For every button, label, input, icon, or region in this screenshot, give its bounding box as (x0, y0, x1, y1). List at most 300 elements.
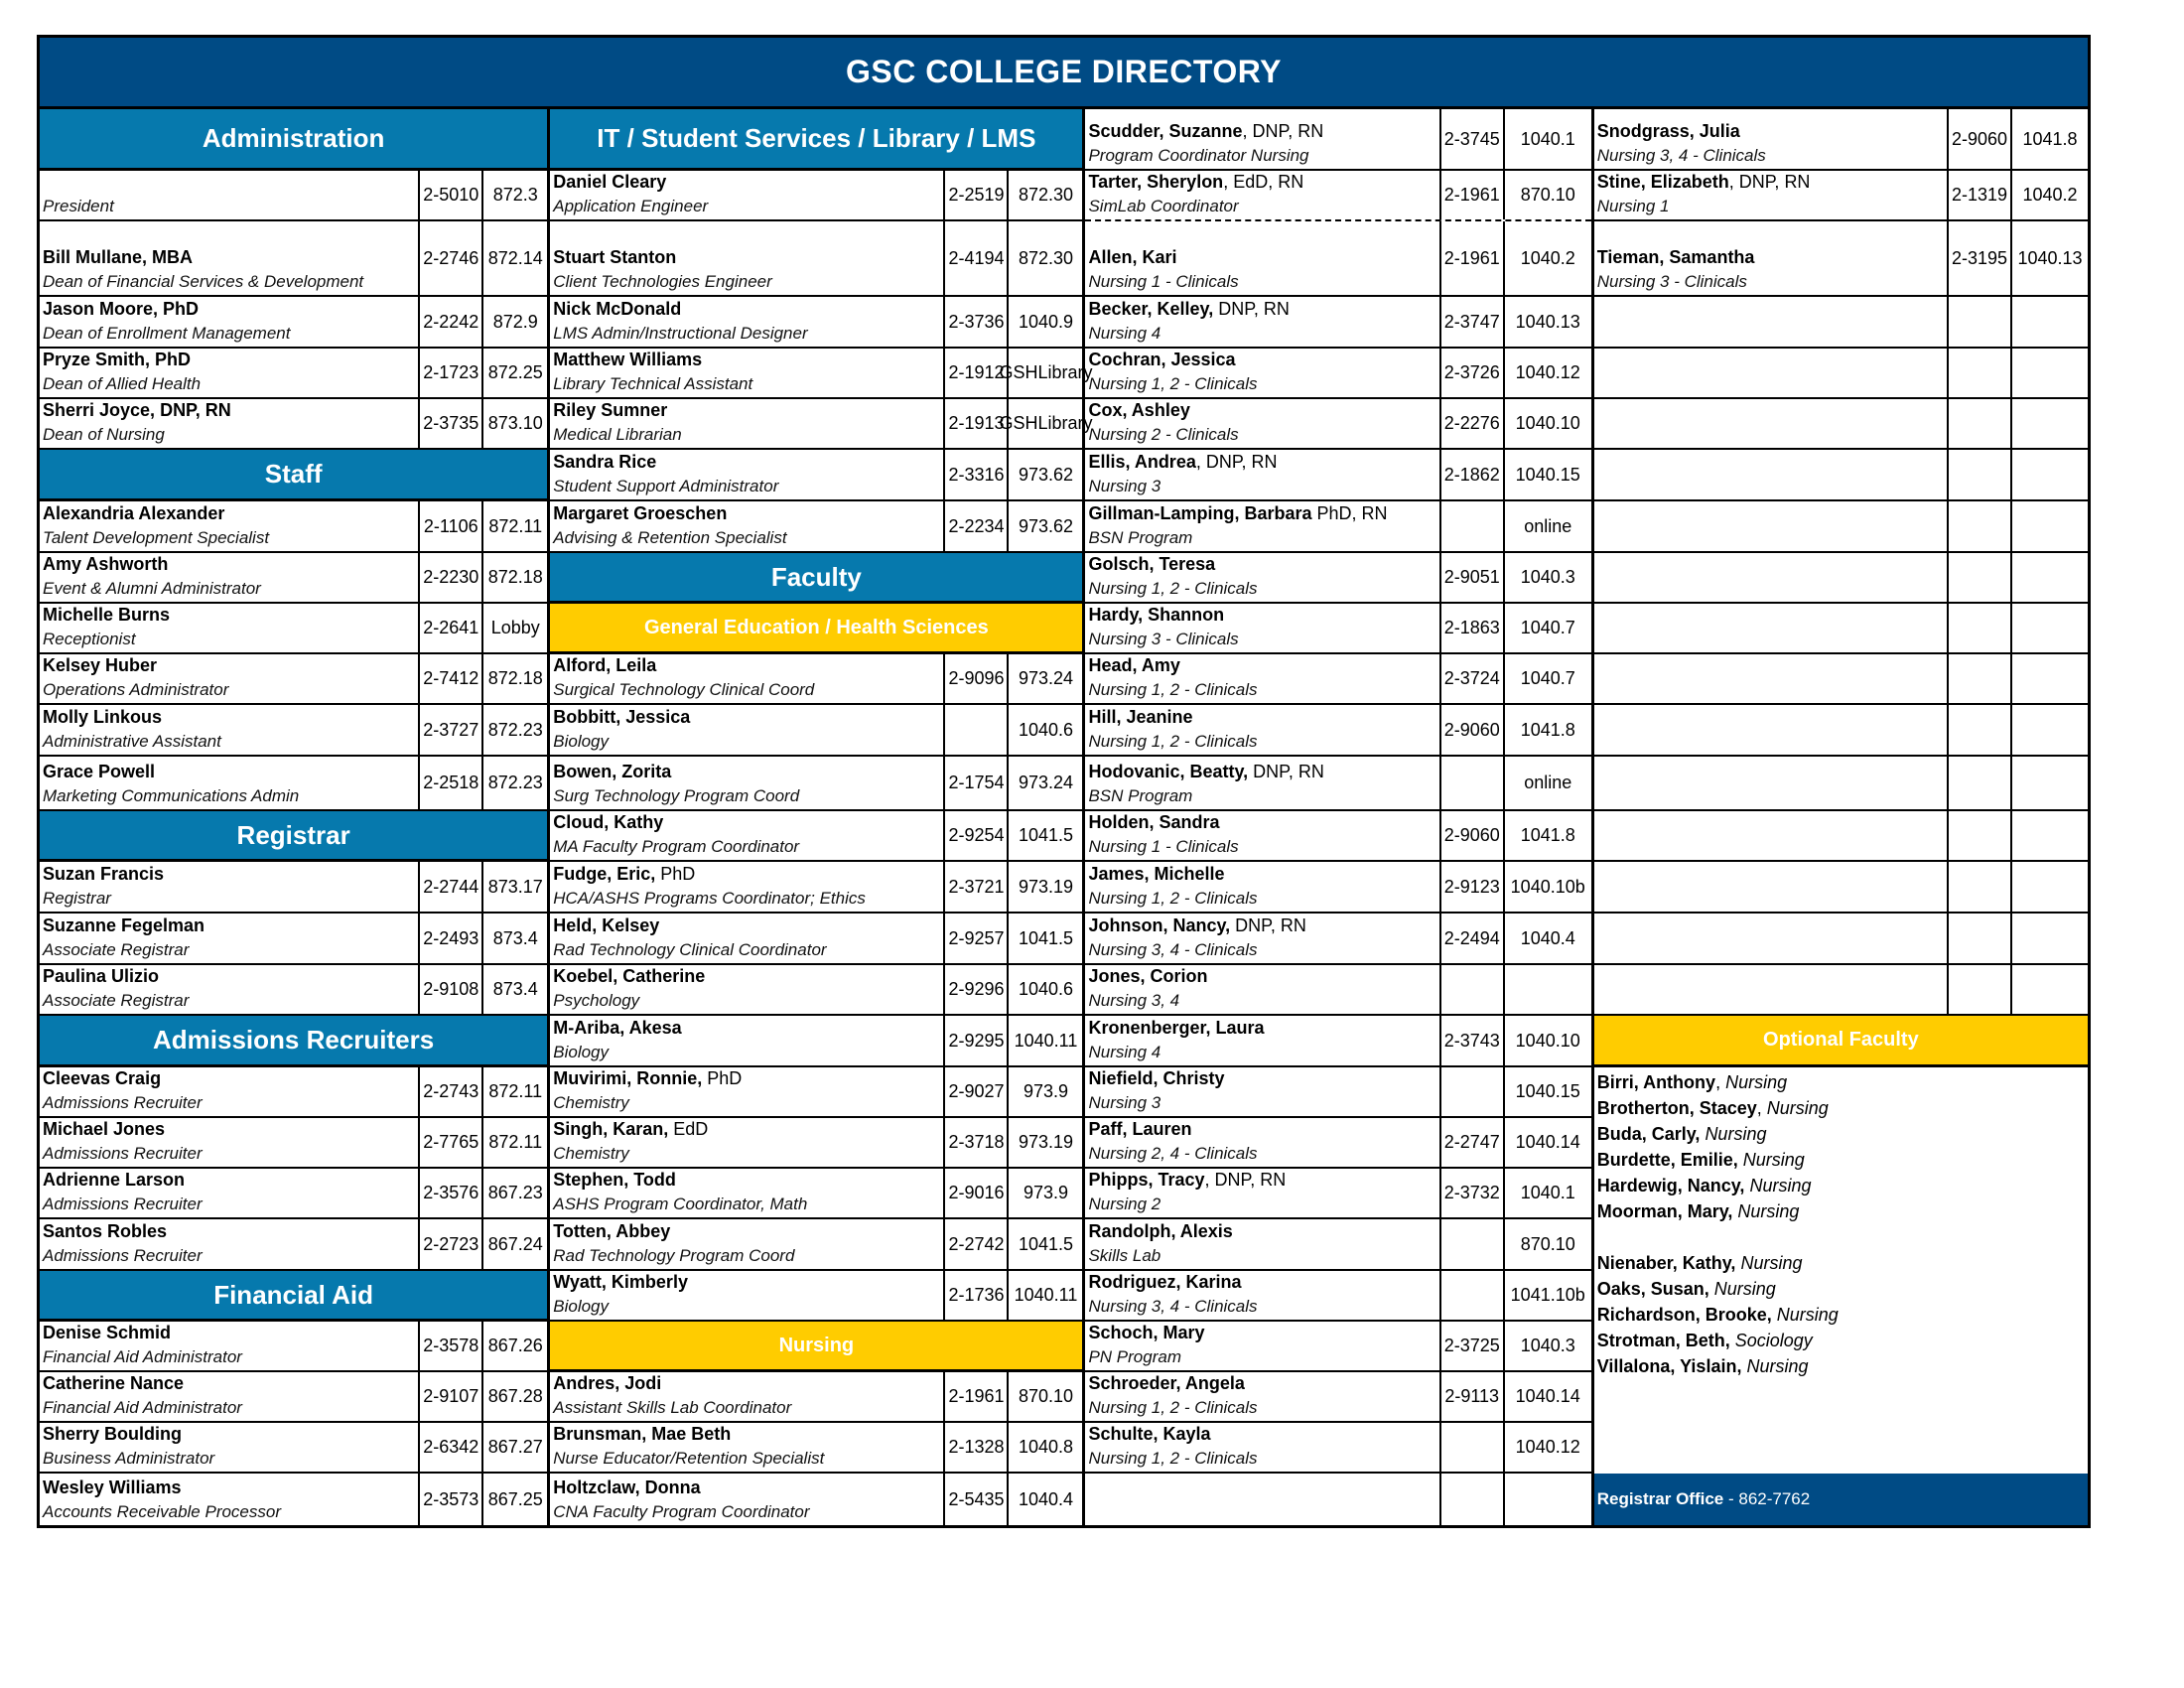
person-name: Alexandria Alexander (43, 503, 225, 523)
phone-extension (1439, 1474, 1503, 1525)
phone-extension: 2-2493 (418, 914, 481, 963)
person-name: Sherri Joyce, DNP, RN (43, 400, 231, 420)
optional-faculty-item (1597, 1095, 2085, 1121)
person-role: Nursing 3 (1088, 477, 1161, 495)
phone-extension (943, 705, 1007, 755)
directory-row (40, 1372, 547, 1423)
person-name-line (1088, 297, 1435, 322)
person-cell (550, 1169, 943, 1217)
person-cell (1085, 1219, 1438, 1269)
person-cell (40, 171, 418, 219)
phone-extension (1947, 862, 2010, 912)
person-name-line (1088, 811, 1435, 835)
directory-row (1085, 914, 1590, 965)
person-name-line (553, 171, 940, 195)
person-credentials: , EdD, RN (1223, 172, 1304, 192)
person-role: Admissions Recruiter (43, 1246, 203, 1265)
phone-extension: 2-1754 (943, 757, 1007, 809)
directory-row (40, 1474, 547, 1525)
section-header-financial-aid: Financial Aid (40, 1271, 547, 1322)
room-number: 1040.7 (1503, 604, 1591, 652)
person-cell (40, 1372, 418, 1421)
directory-row (1594, 553, 2088, 604)
room-number: 1040.2 (2010, 171, 2088, 219)
person-role: President (43, 197, 114, 215)
person-cell (1085, 1118, 1438, 1167)
person-name-line (1088, 760, 1435, 784)
person-role: Nursing 1, 2 - Clinicals (1088, 1449, 1258, 1468)
person-cell (40, 1219, 418, 1269)
financial-aid-rows (40, 1322, 547, 1525)
person-cell (40, 349, 418, 397)
person-cell (40, 1322, 418, 1370)
person-name-line (1088, 965, 1435, 989)
phone-extension: 2-2276 (1439, 399, 1503, 448)
person-cell (1594, 221, 1947, 295)
directory-row (40, 297, 547, 349)
person-credentials: PhD (702, 1068, 743, 1088)
room-number: 1040.14 (1503, 1118, 1591, 1167)
person-name-line (553, 1219, 940, 1244)
person-role: Nursing 3, 4 - Clinicals (1088, 1297, 1258, 1316)
person-cell (550, 221, 943, 295)
person-name-line (1088, 553, 1435, 577)
person-name-line (553, 862, 940, 887)
room-number: 872.18 (481, 553, 547, 602)
room-number: 1040.6 (1007, 705, 1082, 755)
person-name-line (43, 245, 415, 270)
room-number (2010, 914, 2088, 963)
phone-extension: 2-2747 (1439, 1118, 1503, 1167)
person-cell (550, 171, 943, 219)
phone-extension: 2-9060 (1439, 705, 1503, 755)
person-cell (40, 501, 418, 551)
room-number: 973.9 (1007, 1169, 1082, 1217)
person-name: Schoch, Mary (1088, 1323, 1205, 1342)
room-number: GSH Library (1007, 399, 1082, 448)
person-name: Cox, Ashley (1088, 400, 1190, 420)
phone-extension: 2-3747 (1439, 297, 1503, 347)
room-number: 870.10 (1503, 171, 1591, 219)
directory-row (1085, 1016, 1590, 1067)
phone-extension: 2-3735 (418, 399, 481, 448)
directory-row (550, 501, 1082, 553)
phone-extension: 2-9113 (1439, 1372, 1503, 1421)
person-cell (1594, 604, 1947, 652)
person-role: Nursing 1, 2 - Clinicals (1088, 680, 1258, 699)
person-name: Tarter, Sherylon (1088, 172, 1224, 192)
person-role: Rad Technology Clinical Coordinator (553, 940, 827, 959)
person-name-line (1088, 1219, 1435, 1244)
optional-faculty-item (1597, 1121, 2085, 1147)
room-number (2010, 757, 2088, 809)
room-number: 1040.1 (1503, 1169, 1591, 1217)
person-name-line (1088, 245, 1435, 270)
room-number: 1040.9 (1007, 297, 1082, 347)
directory-row (1594, 914, 2088, 965)
person-cell (550, 1016, 943, 1065)
phone-extension: 2-7412 (418, 654, 481, 703)
person-name-line (43, 705, 415, 730)
person-cell (1594, 349, 1947, 397)
person-role: Nursing 3, 4 - Clinicals (1596, 146, 1766, 165)
optional-faculty-list (1594, 1067, 2088, 1474)
person-name-line (1088, 1271, 1435, 1295)
person-cell (40, 1067, 418, 1116)
person-credentials: , DNP, RN (1728, 172, 1811, 192)
directory-row (40, 221, 547, 297)
person-name: Sherry Boulding (43, 1424, 183, 1444)
directory-row (1085, 109, 1590, 171)
directory-row (550, 1423, 1082, 1474)
room-number: 872.3 (481, 171, 547, 219)
person-cell (550, 705, 943, 755)
person-role: Nursing 1 - Clinicals (1088, 272, 1239, 291)
section-header-staff: Staff (40, 450, 547, 501)
room-number: 872.30 (1007, 171, 1082, 219)
person-cell (1594, 965, 1947, 1014)
person-role: MA Faculty Program Coordinator (553, 837, 800, 856)
person-role: LMS Admin/Instructional Designer (553, 324, 808, 343)
person-name-line (553, 245, 940, 270)
person-role: Nursing 3, 4 - Clinicals (1088, 940, 1258, 959)
phone-extension: 2-3726 (1439, 349, 1503, 397)
room-number: 872.9 (481, 297, 547, 347)
faculty-name: Burdette, Emilie, (1596, 1150, 1738, 1170)
room-number: 973.24 (1007, 654, 1082, 703)
person-role: BSN Program (1088, 528, 1193, 547)
directory-row (1085, 1322, 1590, 1372)
directory-row (1085, 1271, 1590, 1322)
person-name-line (553, 705, 940, 730)
person-name: Paff, Lauren (1088, 1119, 1192, 1139)
person-cell (1594, 654, 1947, 703)
person-name: Cochran, Jessica (1088, 350, 1236, 369)
room-number: 1040.3 (1503, 553, 1591, 602)
directory-row (550, 1219, 1082, 1271)
phone-extension (1947, 705, 2010, 755)
room-number: 867.27 (481, 1423, 547, 1472)
person-role: Admissions Recruiter (43, 1093, 203, 1112)
phone-extension (1439, 501, 1503, 551)
room-number: 1040.11 (1007, 1016, 1082, 1065)
person-name-line (553, 1271, 940, 1295)
person-role: Nursing 1, 2 - Clinicals (1088, 579, 1258, 598)
person-name: Alford, Leila (553, 655, 657, 675)
person-cell (1085, 1169, 1438, 1217)
person-name-line (1088, 604, 1435, 628)
room-number: 1041.8 (1503, 705, 1591, 755)
room-number: 872.23 (481, 757, 547, 809)
person-name: Amy Ashworth (43, 554, 169, 574)
phone-extension: 2-2234 (943, 501, 1007, 551)
room-number: 973.19 (1007, 862, 1082, 912)
person-role: Nursing 3 - Clinicals (1596, 272, 1747, 291)
person-cell (1594, 501, 1947, 551)
person-cell (550, 501, 943, 551)
person-name-line (553, 654, 940, 678)
directory-row (1594, 757, 2088, 811)
person-role: Nursing 4 (1088, 324, 1161, 343)
person-name-line (43, 553, 415, 577)
person-name-line (43, 862, 415, 887)
optional-faculty-item (1597, 1328, 2085, 1353)
person-role: Nursing 1, 2 - Clinicals (1088, 889, 1258, 908)
person-name: Phipps, Tracy (1088, 1170, 1205, 1190)
optional-faculty-item (1597, 1069, 2085, 1095)
person-name: Nick McDonald (553, 299, 682, 319)
person-name: Wyatt, Kimberly (553, 1272, 688, 1292)
directory-row (1085, 297, 1590, 349)
directory-row (1085, 221, 1590, 297)
directory-row (1085, 553, 1590, 604)
room-number: 873.10 (481, 399, 547, 448)
faculty-department: Nursing (1713, 1279, 1776, 1299)
room-number (2010, 553, 2088, 602)
directory-row (40, 349, 547, 399)
faculty-name: Birri, Anthony (1596, 1072, 1716, 1092)
person-role: Rad Technology Program Coord (553, 1246, 795, 1265)
person-cell (1594, 914, 1947, 963)
person-name-line (43, 1169, 415, 1193)
person-name: Koebel, Catherine (553, 966, 706, 986)
phone-extension (1947, 297, 2010, 347)
person-name-line (553, 1476, 940, 1500)
person-name-line (1088, 914, 1435, 938)
person-credentials: DNP, RN (1213, 299, 1290, 319)
room-number: 1040.6 (1007, 965, 1082, 1014)
room-number: 872.11 (481, 1118, 547, 1167)
person-role: ASHS Program Coordinator, Math (553, 1195, 808, 1213)
person-role: Administrative Assistant (43, 732, 221, 751)
person-name-line (43, 1476, 415, 1500)
phone-extension: 2-1862 (1439, 450, 1503, 499)
directory-row (550, 862, 1082, 914)
person-cell (1085, 297, 1438, 347)
phone-extension: 2-9051 (1439, 553, 1503, 602)
person-cell (1594, 811, 1947, 860)
separator: , (1715, 1072, 1726, 1092)
person-name: Schulte, Kayla (1088, 1424, 1211, 1444)
person-cell (550, 297, 943, 347)
administration-rows (40, 171, 547, 450)
person-name-line (1088, 1322, 1435, 1345)
person-name: Suzanne Fegelman (43, 915, 205, 935)
person-name: Santos Robles (43, 1221, 168, 1241)
person-name: Singh, Karan, (553, 1119, 669, 1139)
room-number: 870.10 (1503, 1219, 1591, 1269)
directory-row (1594, 109, 2088, 171)
person-cell (1594, 171, 1947, 219)
separator: , (1756, 1098, 1767, 1118)
phone-extension: 2-9027 (943, 1067, 1007, 1116)
directory-row (550, 1067, 1082, 1118)
person-name: Adrienne Larson (43, 1170, 186, 1190)
person-name-line (1597, 119, 1944, 144)
directory-row (550, 1016, 1082, 1067)
person-name: Schroeder, Angela (1088, 1373, 1245, 1393)
phone-extension: 2-3745 (1439, 109, 1503, 169)
room-number: 1040.10 (1503, 399, 1591, 448)
section-header-administration: Administration (40, 109, 547, 171)
room-number: 873.17 (481, 862, 547, 912)
phone-extension: 2-3724 (1439, 654, 1503, 703)
phone-extension: 2-1319 (1947, 171, 2010, 219)
person-role: Financial Aid Administrator (43, 1347, 242, 1366)
directory-row (1594, 399, 2088, 450)
person-role: Nursing 3 - Clinicals (1088, 630, 1239, 648)
person-name: Scudder, Suzanne (1088, 121, 1243, 141)
person-name: Golsch, Teresa (1088, 554, 1216, 574)
directory-row (1085, 349, 1590, 399)
person-name-line (1088, 450, 1435, 475)
person-name-line (553, 1169, 940, 1193)
person-role: Operations Administrator (43, 680, 229, 699)
directory-row (1085, 1067, 1590, 1118)
person-name: Snodgrass, Julia (1596, 121, 1740, 141)
directory-row (550, 811, 1082, 862)
faculty-name: Villalona, Yislain, (1596, 1356, 1742, 1376)
person-name-line (1088, 1118, 1435, 1142)
directory-row (1594, 450, 2088, 501)
person-name-line (553, 501, 940, 526)
phone-extension (1947, 501, 2010, 551)
phone-extension: 2-2641 (418, 604, 481, 652)
person-cell (550, 1271, 943, 1320)
person-name: Muvirimi, Ronnie, (553, 1068, 703, 1088)
phone-extension: 2-2742 (943, 1219, 1007, 1269)
person-role: Nursing 1 - Clinicals (1088, 837, 1239, 856)
person-name: Wesley Williams (43, 1477, 182, 1497)
directory-row (1594, 501, 2088, 553)
room-number: 1041.8 (2010, 109, 2088, 169)
person-name: Bill Mullane, MBA (43, 247, 194, 267)
phone-extension (1439, 1067, 1503, 1116)
room-number: GSH Library (1007, 349, 1082, 397)
person-name: Daniel Cleary (553, 172, 667, 192)
person-role: Library Technical Assistant (553, 374, 753, 393)
faculty-name: Brotherton, Stacey (1596, 1098, 1757, 1118)
directory-row (40, 1067, 547, 1118)
person-role: CNA Faculty Program Coordinator (553, 1502, 810, 1521)
room-number: 973.24 (1007, 757, 1082, 809)
phone-extension: 2-4194 (943, 221, 1007, 295)
room-number: 872.11 (481, 501, 547, 551)
person-name-line (553, 297, 940, 322)
directory-row (40, 1118, 547, 1169)
optional-faculty-item (1597, 1353, 2085, 1379)
phone-extension: 2-3736 (943, 297, 1007, 347)
person-name: Denise Schmid (43, 1323, 172, 1342)
person-cell (1085, 654, 1438, 703)
phone-extension: 2-1736 (943, 1271, 1007, 1320)
person-name: Sandra Rice (553, 452, 657, 472)
column-administration (40, 109, 550, 1525)
room-number: 1040.4 (1503, 914, 1591, 963)
person-name-line (43, 654, 415, 678)
person-name: Michelle Burns (43, 605, 171, 625)
person-name: Hardy, Shannon (1088, 605, 1225, 625)
nursing-rows-col4 (1594, 109, 2088, 1016)
room-number: 1040.13 (1503, 297, 1591, 347)
directory-row (1085, 654, 1590, 705)
room-number: 1040.4 (1007, 1474, 1082, 1525)
person-cell (1085, 705, 1438, 755)
person-cell (1085, 450, 1438, 499)
room-number: 872.25 (481, 349, 547, 397)
person-cell (40, 1118, 418, 1167)
room-number (2010, 450, 2088, 499)
room-number (2010, 297, 2088, 347)
directory-row (550, 705, 1082, 757)
person-name-line (553, 965, 940, 989)
phone-extension: 2-9108 (418, 965, 481, 1014)
phone-extension: 2-2242 (418, 297, 481, 347)
person-role: Marketing Communications Admin (43, 786, 300, 805)
directory-row (40, 862, 547, 914)
person-role: BSN Program (1088, 786, 1193, 805)
person-name-line (43, 1322, 415, 1345)
room-number: 1040.15 (1503, 450, 1591, 499)
person-role: Financial Aid Administrator (43, 1398, 242, 1417)
person-name-line (553, 760, 940, 784)
directory-row (40, 1322, 547, 1372)
person-role: Associate Registrar (43, 940, 190, 959)
room-number: 872.23 (481, 705, 547, 755)
room-number: 1040.11 (1007, 1271, 1082, 1320)
phone-extension (1947, 604, 2010, 652)
person-name-line (43, 1423, 415, 1447)
footer-phone[interactable]: 862-7762 (1738, 1489, 1811, 1508)
person-name: Stuart Stanton (553, 247, 677, 267)
room-number: 873.4 (481, 914, 547, 963)
phone-extension: 2-3721 (943, 862, 1007, 912)
phone-extension: 2-1961 (1439, 221, 1503, 295)
person-cell (40, 399, 418, 448)
person-cell (40, 1423, 418, 1472)
person-credentials: EdD (668, 1119, 709, 1139)
person-role: Nursing 4 (1088, 1043, 1161, 1061)
directory-row (1594, 349, 2088, 399)
person-role: Dean of Allied Health (43, 374, 202, 393)
room-number (2010, 349, 2088, 397)
person-name: Holtzclaw, Donna (553, 1477, 701, 1497)
person-name: Niefield, Christy (1088, 1068, 1225, 1088)
phone-extension (1439, 1423, 1503, 1472)
person-name: Michael Jones (43, 1119, 166, 1139)
list-spacer (1597, 1224, 2085, 1250)
person-role: HCA/ASHS Programs Coordinator; Ethics (553, 889, 866, 908)
directory-row (40, 757, 547, 811)
person-cell (40, 553, 418, 602)
room-number: 872.11 (481, 1067, 547, 1116)
directory-columns (40, 109, 2088, 1525)
phone-extension: 2-3316 (943, 450, 1007, 499)
phone-extension (1947, 399, 2010, 448)
room-number (2010, 705, 2088, 755)
room-number: 1041.10b (1503, 1271, 1591, 1320)
phone-extension (1439, 1219, 1503, 1269)
directory-row (1085, 811, 1590, 862)
person-role: Nursing 2, 4 - Clinicals (1088, 1144, 1258, 1163)
phone-extension: 2-1863 (1439, 604, 1503, 652)
room-number (1503, 965, 1591, 1014)
faculty-name: Hardewig, Nancy, (1596, 1176, 1745, 1196)
person-credentials: , DNP, RN (1195, 452, 1278, 472)
person-role: Student Support Administrator (553, 477, 779, 495)
room-number (2010, 501, 2088, 551)
person-name-line (553, 1372, 940, 1396)
